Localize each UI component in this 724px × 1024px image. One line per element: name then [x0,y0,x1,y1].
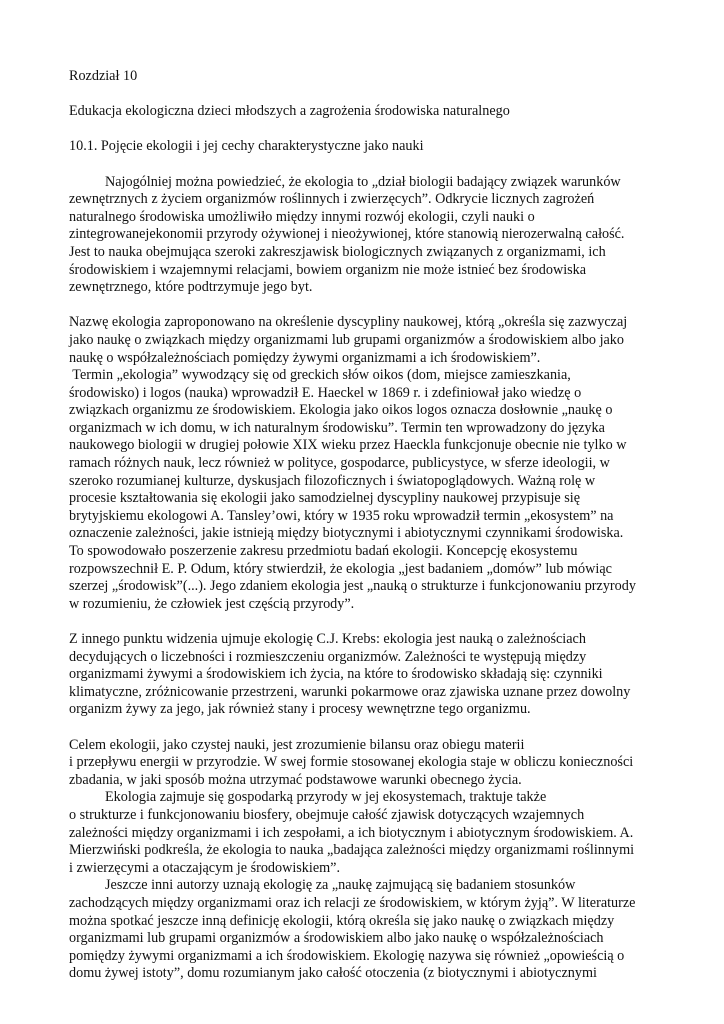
text-line: naukę o współzależnościach pomiędzy żywymi organizmami a ich środowiskiem”. [69,349,541,366]
text-line: decydujących o liczebności i rozmieszczeniu organizmów. Zależności te występują między [69,648,587,665]
text-line: zbadania, w jaki sposób można utrzymać podstawowe warunki obecnego życia. [69,771,522,788]
paragraph [69,174,684,297]
text-line: i zwierzęcymi a otaczającym je środowiskiem”. [69,859,341,876]
text-line: o strukturze i funkcjonowaniu biosfery, obejmuje całość zjawisk dotyczących wzajemnych [69,806,585,823]
chapter-title: Rozdział 10 [69,68,138,84]
text-line: pomiędzy żywymi organizmami a ich środowiskiem. Ekologię nazywa się również „opowieścią o [69,947,625,964]
text-line: szerzej „środowisk”(...). Jego zdaniem ekologia jest „nauką o strukturze i funkcjonowaniu przyrody [69,578,636,595]
text-line: związkach organizmu ze środowiskiem. Ekologia jako oikos logos oznacza dosłownie „naukę o [69,402,613,419]
text-line: Ekologia zajmuje się gospodarką przyrody w jej ekosystemach, traktuje także [105,789,547,806]
text-line: oznaczenie zależności, jakie istnieją między biotycznymi i abiotycznymi czynnikami środowiska. [69,525,624,542]
text-line: naukowego biologii w drugiej połowie XIX wieku przez Haeckla funkcjonuje obecnie nie tylko w [69,437,627,454]
text-line: organizmami lub grupami organizmów a środowiskiem albo jako naukę o współzależnościach [69,930,604,947]
text-line: jako naukę o związkach między organizmami lub grupami organizmów a środowiskiem albo jako [69,331,624,348]
text-line: klimatyczne, zróżnicowanie przestrzeni, warunki pokarmowe oraz zjawiska uznane przez dowolny [69,683,631,700]
paragraph [69,631,684,719]
text-line: rozpowszechnił E. P. Odum, który stwierdził, że ekologia „jest badaniem „domów” lub mówiąc [69,560,612,577]
text-line: organizm żywy za jego, jak również stany i procesy wewnętrzne tego organizmu. [69,701,531,718]
text-line: brytyjskiemu ekologowi A. Tansley’owi, który w 1935 roku wprowadził termin „ekosystem” na [69,507,614,524]
text-line: Jeszcze inni autorzy uznają ekologię za „naukę zajmującą się badaniem stosunków [105,877,576,894]
text-line: Nazwę ekologia zaproponowano na określenie dyscypliny naukowej, którą „określa się zazwyczaj [69,314,628,331]
text-line: Jest to nauka obejmująca szeroki zakreszjawisk biologicznych związanych z organizmami, ich [69,243,606,260]
paragraph [69,314,684,613]
paragraph [69,737,684,790]
paragraph [69,877,684,983]
text-line: ramach różnych nauk, lecz również w polityce, gospodarce, publicystyce, w sferze ideologii, w [69,455,610,472]
text-line: i przepływu energii w przyrodzie. W swej formie stosowanej ekologia staje w obliczu konieczności [69,754,634,771]
text-line: szeroko rozumianej kulturze, dyskusjach filozoficznych i światopoglądowych. Ważną rolę w [69,472,596,489]
text-line: w rozumieniu, że człowiek jest częścią przyrody”. [69,595,355,612]
text-line: środowisko) i logos (nauka) wprowadził E. Haeckel w 1869 r. i zdefiniował jako wiedzę o [69,384,582,401]
text-line: można spotkać jeszcze inną definicję ekologii, którą określa się jako naukę o związkach między [69,912,615,929]
text-line: procesie kształtowania się ekologii jako samodzielnej dyscypliny naukowej przypisuje się [69,490,581,507]
text-line: Z innego punktu widzenia ujmuje ekologię C.J. Krebs: ekologia jest nauką o zależnościach [69,631,586,647]
text-line: zintegrowanejekonomii przyrody ożywionej i nieożywionej, które stanowią nierozerwalną całość. [69,226,625,243]
text-line: Celem ekologii, jako czystej nauki, jest zrozumienie bilansu oraz obiegu materii [69,736,525,753]
section-title: 10.1. Pojęcie ekologii i jej cechy charakterystyczne jako nauki [69,138,424,155]
text-line: zewnętrznych z życiem organizmów roślinnych i zwierzęcych”. Odkrycie licznych zagrożeń [69,191,595,208]
text-line: zależności między organizmami i ich zespołami, a ich biotycznym i abiotycznym środowiskiem. A. [69,824,634,841]
text-line: Najogólniej można powiedzieć, że ekologia to „dział biologii badający związek warunków [105,173,621,190]
text-line: naturalnego środowiska umożliwiło między innymi rozwój ekologii, czyli nauki o [69,208,535,225]
text-line: domu żywej istoty”, domu rozumianym jako całość otoczenia (z biotycznymi i abiotycznymi [69,965,597,982]
text-line: zewnętrznego, które podtrzymuje jego byt. [69,279,313,296]
text-line: zachodzących między organizmami oraz ich relacji ze środowiskiem, w którym żyją”. W literaturze [69,894,636,911]
book-title: Edukacja ekologiczna dzieci młodszych a zagrożenia środowiska naturalnego [69,103,510,120]
text-line: organizmach w ich domu, w ich naturalnym środowisku”. Termin ten wprowadzony do języka [69,419,605,436]
text-line: środowiskiem i wzajemnymi relacjami, bowiem organizm nie może istnieć bez środowiska [69,261,587,278]
paragraph [69,789,684,877]
text-line: organizmami żywymi a środowiskiem ich życia, na które to środowisko składają się: czynniki [69,666,603,683]
text-line: Mierzwiński podkreśla, że ekologia to nauka „badająca zależności między organizmami roślinnymi [69,842,635,859]
text-line: To spowodowało poszerzenie zakresu przedmiotu badań ekologii. Koncepcję ekosystemu [69,543,578,560]
text-line: Termin „ekologia” wywodzący się od greckich słów oikos (dom, miejsce zamieszkania, [69,367,571,384]
